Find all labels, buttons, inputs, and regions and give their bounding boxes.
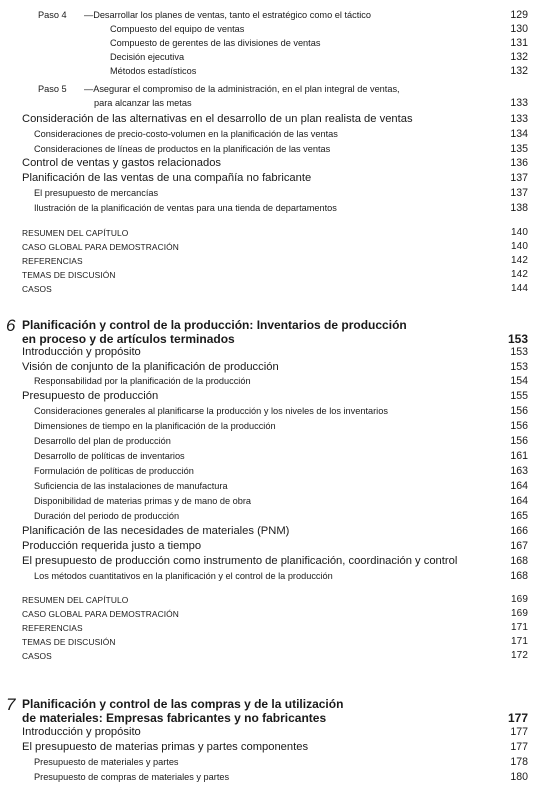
toc-entry[interactable] — [0, 464, 541, 478]
entry-title: Consideraciones de precio-costo-volumen en la planificación de las ventas — [34, 129, 338, 139]
entry-page: 156 — [510, 420, 528, 432]
entry-title: Consideración de las alternativas en el desarrollo de un plan realista de ventas — [22, 113, 413, 125]
entry-title: Los métodos cuantitativos en la planificación y el control de la producción — [34, 571, 333, 581]
paso5-label: Paso 5 — [38, 84, 67, 94]
chapter-title-line1: Planificación y control de las compras y de la utilización — [22, 697, 344, 711]
entry-page: 169 — [511, 608, 528, 619]
toc-entry[interactable] — [0, 740, 541, 754]
toc-end-entry[interactable] — [0, 621, 541, 635]
entry-title: CASOS — [22, 651, 52, 661]
paso4-title: —Desarrollar los planes de ventas, tanto el estratégico como el táctico — [84, 10, 371, 20]
toc-entry[interactable] — [0, 142, 541, 156]
entry-title: Métodos estadísticos — [110, 66, 197, 76]
toc-entry[interactable] — [0, 419, 541, 433]
entry-page: 171 — [511, 636, 528, 647]
entry-page: 142 — [511, 269, 528, 280]
toc-entry[interactable] — [0, 22, 541, 36]
entry-title: Dimensiones de tiempo en la planificación de la producción — [34, 421, 276, 431]
entry-page: 156 — [510, 435, 528, 447]
toc-entry[interactable] — [0, 171, 541, 185]
chapter-page: 153 — [507, 332, 528, 346]
entry-title: RESUMEN DEL CAPÍTULO — [22, 228, 129, 238]
entry-title: El presupuesto de materias primas y partes componentes — [22, 741, 309, 753]
entry-page: 142 — [511, 255, 528, 266]
entry-page: 153 — [510, 361, 528, 373]
entry-page: 180 — [510, 771, 528, 783]
entry-title: Disponibilidad de materias primas y de mano de obra — [34, 496, 252, 506]
entry-title: TEMAS DE DISCUSIÓN — [22, 270, 116, 280]
paso5-page: 133 — [510, 97, 528, 109]
entry-page: 154 — [510, 375, 528, 387]
entry-page: 137 — [510, 187, 528, 199]
entry-page: 134 — [510, 128, 528, 140]
toc-end-entry[interactable] — [0, 226, 541, 240]
entry-title: CASO GLOBAL PARA DEMOSTRACIÓN — [22, 242, 179, 252]
entry-title: Consideraciones de líneas de productos en la planificación de las ventas — [34, 144, 331, 154]
entry-title: Responsabilidad por la planificación de la producción — [34, 376, 251, 386]
toc-entry[interactable] — [0, 725, 541, 739]
entry-title: Formulación de políticas de producción — [34, 466, 194, 476]
entry-page: 167 — [510, 540, 528, 552]
entry-page: 133 — [510, 113, 528, 125]
toc-entry-paso5[interactable] — [0, 82, 541, 96]
toc-entry[interactable] — [0, 569, 541, 583]
toc-entry[interactable] — [0, 64, 541, 78]
entry-title: Presupuesto de materiales y partes — [34, 757, 179, 767]
entry-title: Presupuesto de producción — [22, 390, 159, 402]
entry-title: Compuesto del equipo de ventas — [110, 24, 245, 34]
entry-title: Planificación de las ventas de una compañía no fabricante — [22, 172, 312, 184]
entry-title: CASOS — [22, 284, 52, 294]
toc-entry[interactable] — [0, 186, 541, 200]
toc-entry[interactable] — [0, 112, 541, 126]
entry-title: Introducción y propósito — [22, 726, 141, 738]
entry-page: 130 — [510, 23, 528, 35]
entry-page: 140 — [511, 241, 528, 252]
toc-end-entry[interactable] — [0, 649, 541, 663]
entry-page: 178 — [510, 756, 528, 768]
entry-title: TEMAS DE DISCUSIÓN — [22, 637, 116, 647]
entry-title: REFERENCIAS — [22, 623, 83, 633]
chapter-title-line1: Planificación y control de la producción: Inventarios de producción — [22, 318, 407, 332]
chapter-title-line2: de materiales: Empresas fabricantes y no fabricantes — [22, 711, 327, 725]
toc-end-entry[interactable] — [0, 635, 541, 649]
entry-page: 138 — [510, 202, 528, 214]
toc-end-entry[interactable] — [0, 593, 541, 607]
entry-title: RESUMEN DEL CAPÍTULO — [22, 595, 129, 605]
toc-end-entry[interactable] — [0, 268, 541, 282]
entry-title: Decisión ejecutiva — [110, 52, 185, 62]
toc-entry[interactable] — [0, 509, 541, 523]
entry-page: 168 — [510, 570, 528, 582]
entry-page: 135 — [510, 143, 528, 155]
entry-page: 132 — [510, 65, 528, 77]
chapter-title-line2: en proceso y de artículos terminados — [22, 332, 235, 346]
toc-entry-paso4[interactable] — [0, 8, 541, 22]
toc-entry[interactable] — [0, 494, 541, 508]
entry-page: 144 — [511, 283, 528, 294]
entry-title: Presupuesto de compras de materiales y partes — [34, 772, 230, 782]
entry-page: 168 — [510, 555, 528, 567]
toc-entry[interactable] — [0, 345, 541, 359]
toc-entry[interactable] — [0, 389, 541, 403]
entry-page: 132 — [510, 51, 528, 63]
paso4-label: Paso 4 — [38, 10, 67, 20]
entry-page: 163 — [510, 465, 528, 477]
entry-page: 153 — [510, 346, 528, 358]
entry-page: 155 — [510, 390, 528, 402]
entry-page: 172 — [511, 650, 528, 661]
toc-entry-paso5-cont[interactable] — [0, 96, 541, 110]
entry-title: Desarrollo del plan de producción — [34, 436, 171, 446]
toc-entry[interactable] — [0, 479, 541, 493]
entry-title: Ilustración de la planificación de ventas para una tienda de departamentos — [34, 203, 337, 213]
toc-end-entry[interactable] — [0, 607, 541, 621]
entry-page: 169 — [511, 594, 528, 605]
toc-entry[interactable] — [0, 770, 541, 784]
entry-page: 164 — [510, 480, 528, 492]
entry-title: Compuesto de gerentes de las divisiones de ventas — [110, 38, 321, 48]
entry-title: Suficiencia de las instalaciones de manufactura — [34, 481, 228, 491]
toc-end-entry[interactable] — [0, 240, 541, 254]
entry-title: Introducción y propósito — [22, 346, 141, 358]
chapter-number: 7 — [6, 695, 16, 714]
paso4-page: 129 — [510, 9, 528, 21]
entry-title: Duración del periodo de producción — [34, 511, 180, 521]
chapter-page: 177 — [507, 711, 528, 725]
entry-title: El presupuesto de producción como instrumento de planificación, coordinación y control — [22, 555, 458, 567]
entry-page: 156 — [510, 405, 528, 417]
entry-title: Control de ventas y gastos relacionados — [22, 157, 222, 169]
toc-entry[interactable] — [0, 539, 541, 553]
entry-title: REFERENCIAS — [22, 256, 83, 266]
toc-entry[interactable] — [0, 404, 541, 418]
toc-entry[interactable] — [0, 50, 541, 64]
toc-end-entry[interactable] — [0, 254, 541, 268]
entry-page: 166 — [510, 525, 528, 537]
entry-title: Producción requerida justo a tiempo — [22, 540, 202, 552]
entry-page: 161 — [510, 450, 528, 462]
toc-entry[interactable] — [0, 755, 541, 769]
entry-page: 140 — [511, 227, 528, 238]
toc-end-entry[interactable] — [0, 282, 541, 296]
toc-entry[interactable] — [0, 554, 541, 568]
chapter-number: 6 — [6, 316, 16, 335]
entry-page: 171 — [511, 622, 528, 633]
entry-page: 164 — [510, 495, 528, 507]
entry-page: 177 — [510, 726, 528, 738]
toc-entry[interactable] — [0, 201, 541, 215]
entry-title: Desarrollo de políticas de inventarios — [34, 451, 185, 461]
toc-entry[interactable] — [0, 156, 541, 170]
toc-entry[interactable] — [0, 374, 541, 388]
toc-entry[interactable] — [0, 127, 541, 141]
entry-title: Consideraciones generales al planificarse la producción y los niveles de los inventarios — [34, 406, 388, 416]
toc-entry[interactable] — [0, 449, 541, 463]
entry-page: 177 — [510, 741, 528, 753]
entry-page: 165 — [510, 510, 528, 522]
entry-page: 137 — [510, 172, 528, 184]
toc-entry[interactable] — [0, 36, 541, 50]
paso5-title-line1: —Asegurar el compromiso de la administración, en el plan integral de ventas, — [84, 84, 400, 94]
entry-title: Planificación de las necesidades de materiales (PNM) — [22, 525, 290, 537]
toc-entry[interactable] — [0, 434, 541, 448]
toc-entry[interactable] — [0, 524, 541, 538]
paso5-title-line2: para alcanzar las metas — [94, 98, 192, 108]
entry-title: CASO GLOBAL PARA DEMOSTRACIÓN — [22, 609, 179, 619]
entry-page: 136 — [510, 157, 528, 169]
toc-entry[interactable] — [0, 360, 541, 374]
entry-title: El presupuesto de mercancías — [34, 188, 159, 198]
entry-page: 131 — [510, 37, 528, 49]
entry-title: Visión de conjunto de la planificación de producción — [22, 361, 279, 373]
